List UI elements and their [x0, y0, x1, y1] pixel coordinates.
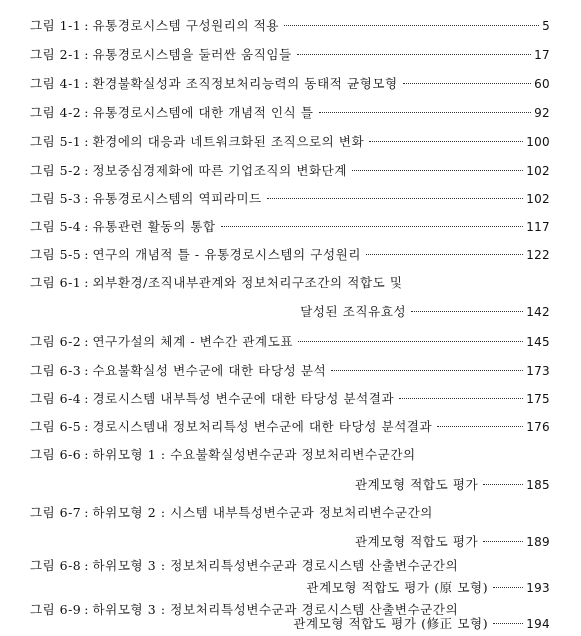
page-number: 145: [526, 335, 550, 349]
toc-entry-continuation: [30, 302, 550, 322]
toc-entry: [30, 161, 550, 181]
page-number: 185: [526, 478, 550, 492]
figure-number: 그림 6-8: [30, 558, 82, 573]
figure-title-continuation: 관계모형 적합도 평가: [354, 477, 479, 492]
separator: :: [84, 391, 89, 406]
separator: :: [84, 505, 89, 520]
toc-entry: [30, 389, 550, 409]
dot-leader: [319, 100, 532, 113]
separator: :: [84, 105, 89, 120]
toc-entry: [30, 332, 550, 352]
figure-title: 정보중심경제화에 따른 기업조직의 변화단계: [92, 163, 348, 178]
toc-entry: [30, 503, 550, 523]
figure-title-continuation: 관계모형 적합도 평가: [354, 534, 479, 549]
figure-number: 그림 6-9: [30, 602, 82, 617]
figure-title: 유통경로시스템의 역피라미드: [92, 191, 262, 206]
figure-number: 그림 6-3: [30, 363, 82, 378]
figure-title: 연구의 개념적 틀 - 유통경로시스템의 구성원리: [92, 247, 362, 262]
toc-entry-continuation: [30, 475, 550, 495]
separator: :: [84, 163, 89, 178]
page-number: 102: [526, 192, 550, 206]
toc-entry-continuation: [30, 614, 550, 634]
figure-number: 그림 5-3: [30, 191, 82, 206]
dot-leader: [331, 358, 523, 371]
figure-number: 그림 6-2: [30, 334, 82, 349]
dot-leader: [297, 42, 531, 55]
dot-leader: [352, 158, 523, 171]
toc-entry: [30, 556, 550, 576]
page-number: 5: [542, 19, 550, 33]
dot-leader: [267, 186, 523, 199]
dot-leader: [493, 575, 523, 588]
dot-leader: [399, 386, 523, 399]
separator: :: [84, 134, 89, 149]
page-number: 193: [526, 581, 550, 595]
toc-entry: [30, 245, 550, 265]
dot-leader: [221, 214, 523, 227]
dot-leader: [437, 414, 523, 427]
page-number: 60: [534, 77, 550, 91]
dot-leader: [483, 472, 523, 485]
separator: :: [84, 76, 89, 91]
figure-number: 그림 6-7: [30, 505, 82, 520]
toc-entry-continuation: [30, 532, 550, 552]
page-number: 194: [526, 617, 550, 631]
page-number: 122: [526, 248, 550, 262]
figure-number: 그림 5-1: [30, 134, 82, 149]
figure-title: 유통관련 활동의 통합: [92, 219, 216, 234]
figure-number: 그림 6-5: [30, 419, 82, 434]
figure-title: 환경에의 대응과 네트워크화된 조직으로의 변화: [92, 134, 365, 149]
figure-title: 연구가설의 체계 - 변수간 관계도표: [92, 334, 294, 349]
figure-title-continuation: 관계모형 적합도 평가 (修正 모형): [293, 616, 489, 631]
figure-number: 그림 5-5: [30, 247, 82, 262]
figure-number: 그림 5-2: [30, 163, 82, 178]
toc-entry: [30, 189, 550, 209]
figure-number: 그림 6-4: [30, 391, 82, 406]
page-number: 92: [534, 106, 550, 120]
figure-title: 경로시스템 내부특성 변수군에 대한 타당성 분석결과: [92, 391, 395, 406]
figure-number: 그림 2-1: [30, 47, 82, 62]
toc-entry: [30, 103, 550, 123]
figure-title: 수요불확실성 변수군에 대한 타당성 분석: [92, 363, 327, 378]
figure-number: 그림 5-4: [30, 219, 82, 234]
separator: :: [84, 18, 89, 33]
dot-leader: [403, 71, 531, 84]
figure-number: 그림 6-1: [30, 275, 82, 290]
separator: :: [84, 447, 89, 462]
figure-title-continuation: 관계모형 적합도 평가 (原 모형): [306, 580, 489, 595]
figure-title: 하위모형 3 : 정보처리특성변수군과 경로시스템 산출변수군간의: [92, 602, 459, 617]
separator: :: [84, 219, 89, 234]
figure-title: 하위모형 3 : 정보처리특성변수군과 경로시스템 산출변수군간의: [92, 558, 459, 573]
separator: :: [84, 334, 89, 349]
toc-entry: [30, 361, 550, 381]
toc-entry-continuation: [30, 578, 550, 598]
toc-entry: [30, 16, 550, 36]
separator: :: [84, 602, 89, 617]
figure-number: 그림 4-2: [30, 105, 82, 120]
separator: :: [84, 47, 89, 62]
toc-entry: [30, 132, 550, 152]
figure-title: 유통경로시스템 구성원리의 적용: [92, 18, 280, 33]
figure-title: 경로시스템내 정보처리특성 변수군에 대한 타당성 분석결과: [92, 419, 433, 434]
toc-entry: [30, 273, 550, 293]
dot-leader: [284, 13, 539, 26]
dot-leader: [366, 242, 523, 255]
page-number: 142: [526, 305, 550, 319]
toc-entry: [30, 417, 550, 437]
separator: :: [84, 275, 89, 290]
figure-title-continuation: 달성된 조직유효성: [300, 304, 407, 319]
separator: :: [84, 419, 89, 434]
page-number: 176: [526, 420, 550, 434]
figure-number: 그림 4-1: [30, 76, 82, 91]
dot-leader: [298, 329, 523, 342]
page-number: 189: [526, 535, 550, 549]
figure-number: 그림 6-6: [30, 447, 82, 462]
dot-leader: [411, 299, 523, 312]
page-number: 175: [526, 392, 550, 406]
page-number: 173: [526, 364, 550, 378]
toc-entry: [30, 45, 550, 65]
separator: :: [84, 363, 89, 378]
dot-leader: [483, 529, 523, 542]
dot-leader: [493, 611, 523, 624]
dot-leader: [369, 129, 523, 142]
figure-title: 하위모형 2 : 시스템 내부특성변수군과 정보처리변수군간의: [92, 505, 433, 520]
figure-number: 그림 1-1: [30, 18, 82, 33]
figure-title: 유통경로시스템을 둘러싼 움직임들: [92, 47, 292, 62]
figure-title: 하위모형 1 : 수요불확실성변수군과 정보처리변수군간의: [92, 447, 416, 462]
separator: :: [84, 247, 89, 262]
page-number: 102: [526, 164, 550, 178]
figure-title: 외부환경/조직내부관계와 정보처리구조간의 적합도 및: [92, 275, 403, 290]
separator: :: [84, 191, 89, 206]
toc-entry: [30, 217, 550, 237]
toc-entry: [30, 74, 550, 94]
figure-title: 유통경로시스템에 대한 개념적 인식 틀: [92, 105, 314, 120]
toc-entry: [30, 445, 550, 465]
separator: :: [84, 558, 89, 573]
page-number: 17: [534, 48, 550, 62]
figure-title: 환경불확실성과 조직정보처리능력의 동태적 균형모형: [92, 76, 398, 91]
page-number: 100: [526, 135, 550, 149]
page-number: 117: [526, 220, 550, 234]
